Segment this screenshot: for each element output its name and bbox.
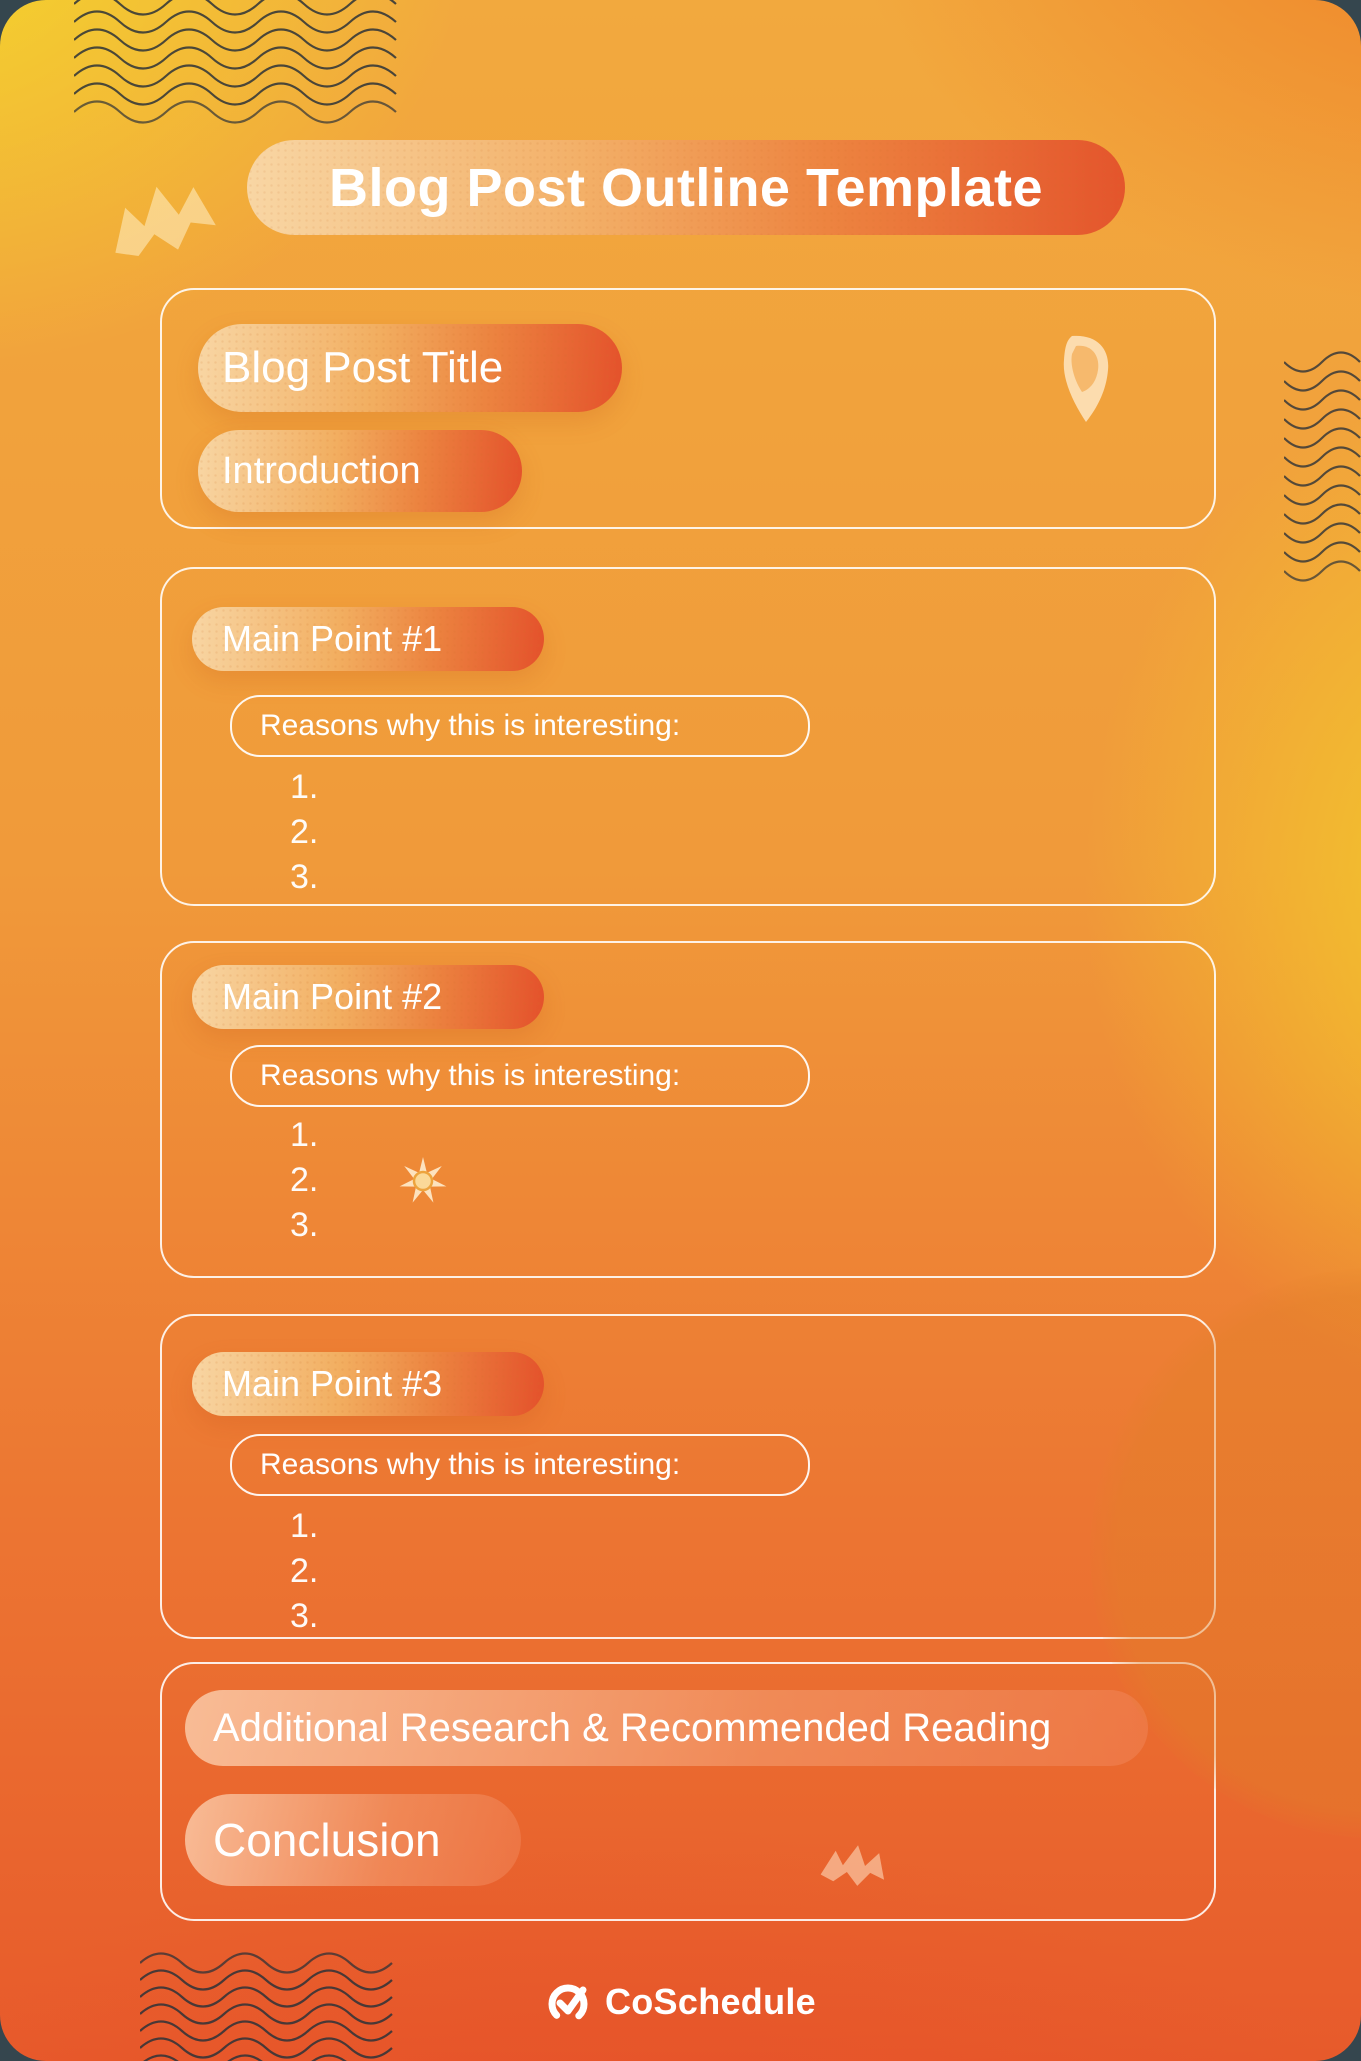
footer — [0, 1978, 1361, 2026]
reasons-list-3 — [290, 1504, 318, 1639]
list-item: 3. — [290, 858, 319, 896]
reasons-prompt-1-label: Reasons why this is interesting: — [260, 709, 681, 742]
main-point-1-label: Main Point #1 — [222, 618, 443, 659]
list-item: 1. — [290, 1507, 319, 1545]
list-item: 1. — [290, 768, 319, 806]
conclusion-label: Conclusion — [213, 1814, 441, 1866]
main-point-2-box — [160, 941, 1216, 1278]
poster-title: Blog Post Outline Template — [328, 157, 1044, 218]
petal-decoration — [1042, 332, 1118, 424]
additional-research-pill — [185, 1690, 1148, 1766]
list-item: 2. — [290, 1552, 319, 1590]
zigzag-star-decoration-top — [104, 176, 225, 269]
main-point-1-box — [160, 567, 1216, 906]
list-item: 3. — [290, 1206, 319, 1244]
coschedule-check-icon — [545, 1978, 593, 2026]
reasons-prompt-1 — [230, 695, 810, 757]
reasons-list-2 — [290, 1113, 318, 1248]
conclusion-pill — [185, 1794, 521, 1886]
main-point-1-pill — [192, 607, 544, 671]
main-point-3-box — [160, 1314, 1216, 1639]
reasons-prompt-2 — [230, 1045, 810, 1107]
blog-post-title-pill — [198, 324, 622, 412]
list-item: 2. — [290, 813, 319, 851]
list-item: 3. — [290, 1597, 319, 1635]
brand-name: CoSchedule — [604, 1981, 817, 2022]
reasons-prompt-3-label: Reasons why this is interesting: — [260, 1448, 681, 1481]
main-point-2-label: Main Point #2 — [222, 976, 443, 1017]
main-point-3-label: Main Point #3 — [222, 1363, 443, 1404]
blog-post-title-label: Blog Post Title — [222, 343, 504, 392]
closing-box — [160, 1662, 1216, 1921]
reasons-prompt-3 — [230, 1434, 810, 1496]
waves-right-decoration — [1284, 348, 1361, 600]
main-point-3-pill — [192, 1352, 544, 1416]
additional-research-label: Additional Research & Recommended Reading — [213, 1705, 1052, 1750]
reasons-list-1 — [290, 765, 318, 900]
introduction-label: Introduction — [222, 449, 421, 492]
header-box — [160, 288, 1216, 529]
zigzag-star-decoration-bottom — [818, 1832, 892, 1903]
reasons-prompt-2-label: Reasons why this is interesting: — [260, 1059, 681, 1092]
waves-top-left-decoration — [74, 0, 404, 124]
list-item: 1. — [290, 1116, 319, 1154]
star-decoration — [399, 1155, 447, 1207]
introduction-pill — [198, 430, 522, 512]
main-point-2-pill — [192, 965, 544, 1029]
poster-title-pill — [247, 140, 1125, 235]
list-item: 2. — [290, 1161, 319, 1199]
